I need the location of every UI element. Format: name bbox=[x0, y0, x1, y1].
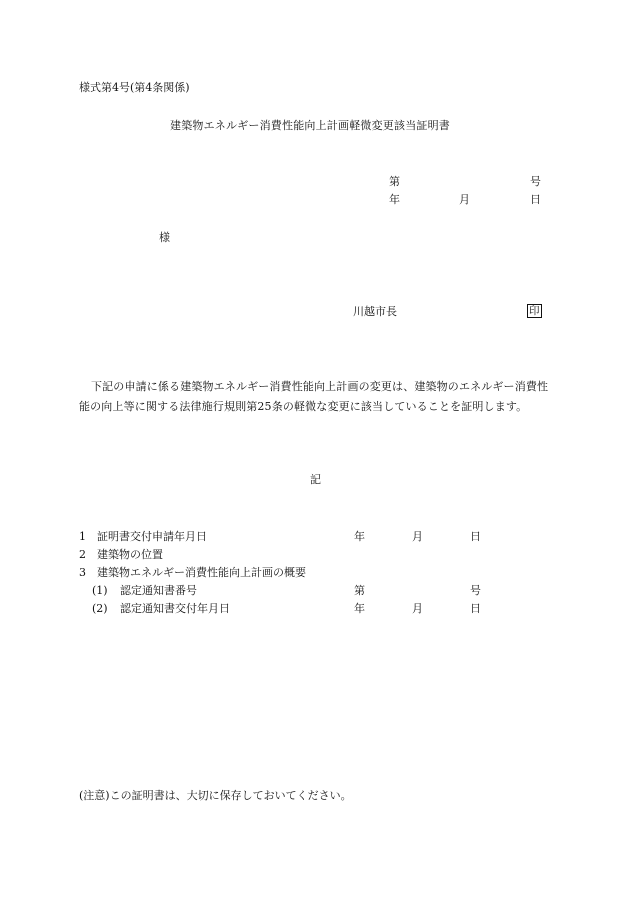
subitem-1-label: 認定通知書番号 bbox=[120, 584, 197, 597]
subitem-2-day: 日 bbox=[470, 602, 481, 615]
body-paragraph: 下記の申請に係る建築物エネルギー消費性能向上計画の変更は、建築物のエネルギー消費性能の向上等に関する法律施行規則第25条の軽微な変更に該当していることを証明します。 bbox=[79, 380, 549, 413]
doc-date-day: 日 bbox=[530, 193, 541, 206]
subitem-1-num: (1) bbox=[92, 584, 108, 597]
doc-number-suffix: 号 bbox=[530, 175, 541, 188]
item-1-label: 証明書交付申請年月日 bbox=[97, 530, 207, 543]
item-1-num: 1 bbox=[79, 530, 86, 543]
doc-date-month: 月 bbox=[459, 193, 470, 206]
subitem-2-num: (2) bbox=[92, 602, 108, 615]
note-text: (注意)この証明書は、大切に保存しておいてください。 bbox=[79, 789, 352, 802]
subitem-2-month: 月 bbox=[412, 602, 423, 615]
item-1-year: 年 bbox=[354, 530, 365, 543]
ki-heading: 記 bbox=[310, 473, 321, 486]
form-number: 様式第4号(第4条関係) bbox=[79, 81, 190, 94]
seal-mark bbox=[527, 304, 542, 318]
addressee-suffix: 様 bbox=[159, 231, 170, 244]
doc-number-prefix: 第 bbox=[389, 175, 400, 188]
item-1-day: 日 bbox=[470, 530, 481, 543]
document-title: 建築物エネルギー消費性能向上計画軽微変更該当証明書 bbox=[170, 119, 450, 132]
doc-date-year: 年 bbox=[389, 193, 400, 206]
subitem-1-suffix: 号 bbox=[470, 584, 481, 597]
subitem-2-label: 認定通知書交付年月日 bbox=[120, 602, 230, 615]
subitem-2-year: 年 bbox=[354, 602, 365, 615]
item-2-label: 建築物の位置 bbox=[97, 548, 163, 561]
item-1-month: 月 bbox=[412, 530, 423, 543]
item-3-num: 3 bbox=[79, 566, 86, 579]
item-2-num: 2 bbox=[79, 548, 86, 561]
issuer-name: 川越市長 bbox=[353, 305, 397, 318]
seal-label: 印 bbox=[529, 305, 540, 317]
subitem-1-prefix: 第 bbox=[354, 584, 365, 597]
item-3-label: 建築物エネルギー消費性能向上計画の概要 bbox=[97, 566, 306, 579]
